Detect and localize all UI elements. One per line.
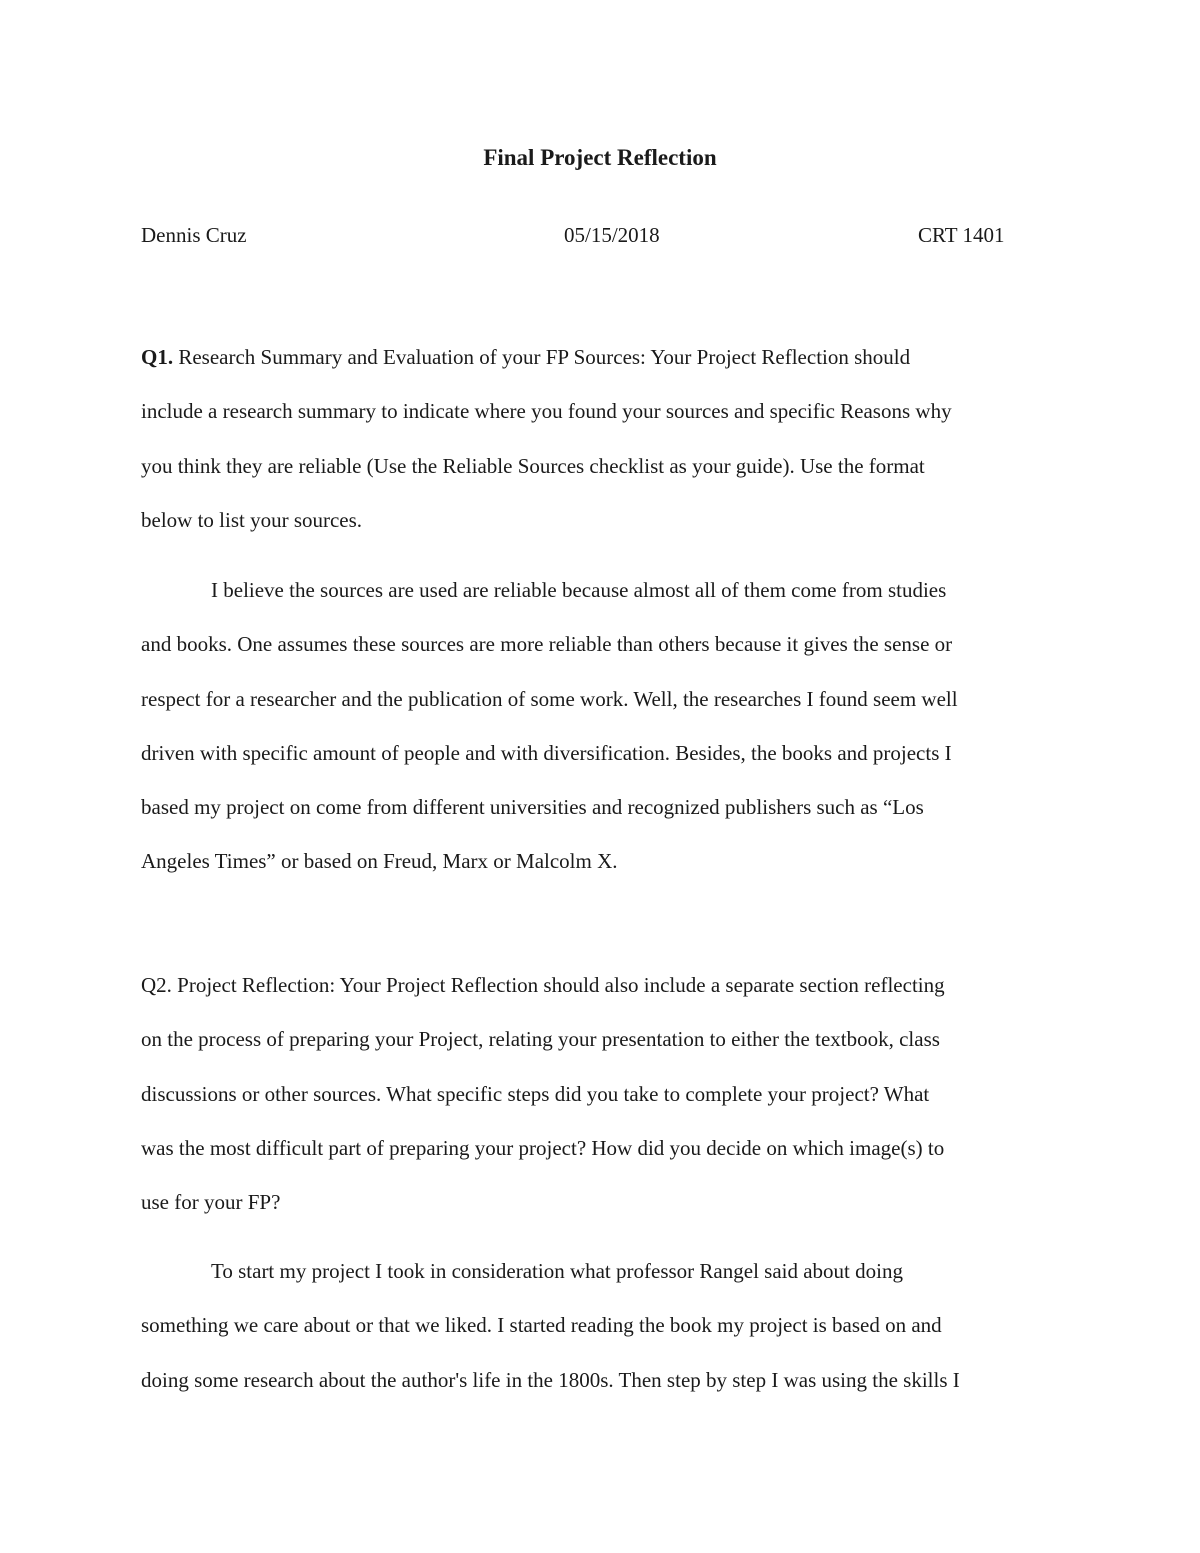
question-1-line: below to list your sources. [141,507,363,532]
answer-1-line: respect for a researcher and the publication of some work. Well, the researches I found seem well [141,686,958,711]
answer-2 [141,1244,1061,1407]
answer-1-line: I believe the sources are used are reliable because almost all of them come from studies [211,578,947,602]
answer-1-line: and books. One assumes these sources are more reliable than others because it gives the sense or [141,632,953,657]
answer-1 [141,563,1061,889]
answer-1-line: based my project on come from different universities and recognized publishers such as “Los [141,795,924,820]
course-code: CRT 1401 [918,223,1005,247]
submission-date: 05/15/2018 [564,223,660,247]
question-2-line: use for your FP? [141,1190,281,1215]
question-1-label: Q1. [141,345,174,369]
question-2-line: on the process of preparing your Project, relating your presentation to either the textbook, class [141,1027,940,1052]
author-name: Dennis Cruz [141,223,247,247]
answer-2-line: something we care about or that we liked. I started reading the book my project is based on and [141,1313,942,1338]
answer-1-line: Angeles Times” or based on Freud, Marx or Malcolm X. [141,849,618,874]
document-title: Final Project Reflection [483,145,717,170]
question-2-line: discussions or other sources. What specific steps did you take to complete your project? What [141,1081,930,1106]
question-2-line: was the most difficult part of preparing your project? How did you decide on which image(s) to [141,1135,945,1160]
question-1 [141,330,1061,547]
question-2-line: Q2. Project Reflection: Your Project Reflection should also include a separate section reflecting [141,973,945,997]
answer-1-line: driven with specific amount of people and with diversification. Besides, the books and projects I [141,740,952,765]
question-2 [141,958,1061,1229]
question-1-line: include a research summary to indicate where you found your sources and specific Reasons why [141,399,952,424]
answer-2-line: To start my project I took in consideration what professor Rangel said about doing [211,1259,903,1283]
question-1-line: Q1. Research Summary and Evaluation of your FP Sources: Your Project Reflection should [141,345,911,369]
question-1-line: you think they are reliable (Use the Reliable Sources checklist as your guide). Use the format [141,453,925,478]
answer-2-line: doing some research about the author's life in the 1800s. Then step by step I was using the skills I [141,1367,960,1392]
